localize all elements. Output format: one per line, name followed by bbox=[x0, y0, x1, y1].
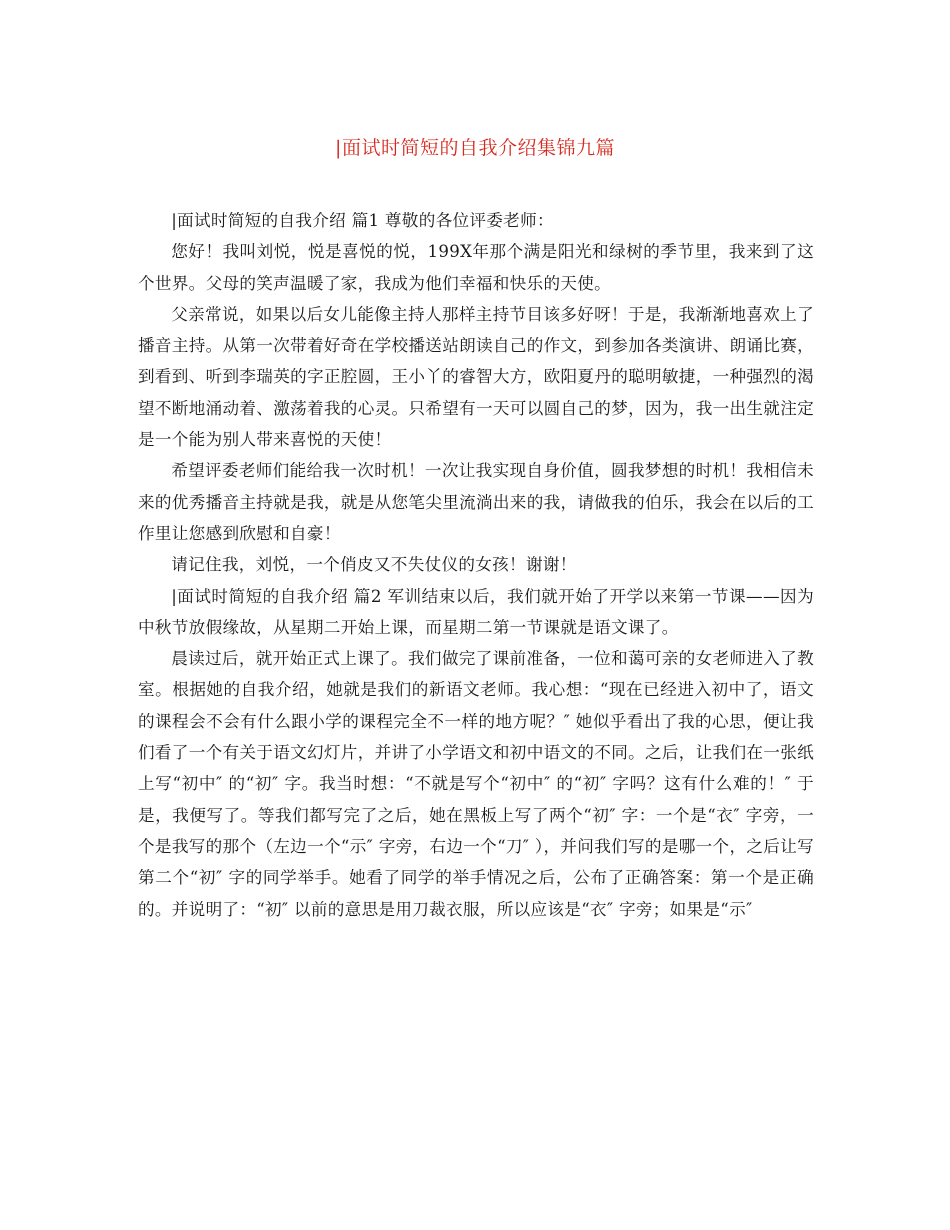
paragraph-5: 请记住我，刘悦，一个俏皮又不失仗仪的女孩！谢谢！ bbox=[171, 555, 577, 575]
document-title: |面试时简短的自我介绍集锦九篇 bbox=[335, 137, 615, 159]
paragraph-3: 父亲常说，如果以后女儿能像主持人那样主持节目该多好呀！于是，我渐渐地喜欢上了播音主持。从第一次带着好奇在学校播送站朗读自己的作文，到参加各类演讲、朗诵比赛，到看到、听到李瑞英的字正腔圆，王小丫的睿智大方，欧阳夏丹的聪明敏捷，一种强烈的渴望不断地涌动着、激荡着我的心灵。只希望有一天可以圆自己的梦，因为，我一出生就注定是一个能为别人带来喜悦的天使！ bbox=[138, 304, 814, 450]
document-body bbox=[138, 205, 814, 925]
paragraph-4: 希望评委老师们能给我一次时机！一次让我实现自身价值，圆我梦想的时机！我相信未来的优秀播音主持就是我，就是从您笔尖里流淌出来的我，请做我的伯乐，我会在以后的工作里让您感到欣慰和自豪！ bbox=[138, 461, 814, 543]
paragraph-1: |面试时简短的自我介绍 篇1 尊敬的各位评委老师： bbox=[171, 211, 554, 230]
paragraph-6: |面试时简短的自我介绍 篇2 军训结束以后，我们就开始了开学以来第一节课——因为中秋节放假缘故，从星期二开始上课，而星期二第一节课就是语文课了。 bbox=[138, 586, 814, 637]
paragraph-2: 您好！我叫刘悦，悦是喜悦的悦，199X年那个满是阳光和绿树的季节里，我来到了这个世界。父母的笑声温暖了家，我成为他们幸福和快乐的天使。 bbox=[138, 242, 814, 293]
paragraph-7: 晨读过后，就开始正式上课了。我们做完了课前准备，一位和蔼可亲的女老师进入了教室。根据她的自我介绍，她就是我们的新语文老师。我心想：“现在已经进入初中了，语文的课程会不会有什么跟小学的课程完全不一样的地方呢？″ 她似乎看出了我的心思，便让我们看了一个有关于语文幻灯片，并讲了小学语文和初中语文的不同。之后，让我们在一张纸上写“初中″ 的“初″ 字。我当时想：“不就是写个“初中″ 的“初″ 字吗？这有什么难的！″ 于是，我便写了。等我们都写完了之后，她在黑板上写了两个“初″ 字：一个是“衣″ 字旁，一个是我写的那个（左边一个“示″ 字旁，右边一个“刀″ ），并问我们写的是哪一个，之后让写第二个“初″ 字的同学举手。她看了同学的举手情况之后，公布了正确答案：第一个是正确的。并说明了：“初″ 以前的意思是用刀裁衣服，所以应该是“衣″ 字旁；如果是“示″ bbox=[138, 649, 814, 919]
